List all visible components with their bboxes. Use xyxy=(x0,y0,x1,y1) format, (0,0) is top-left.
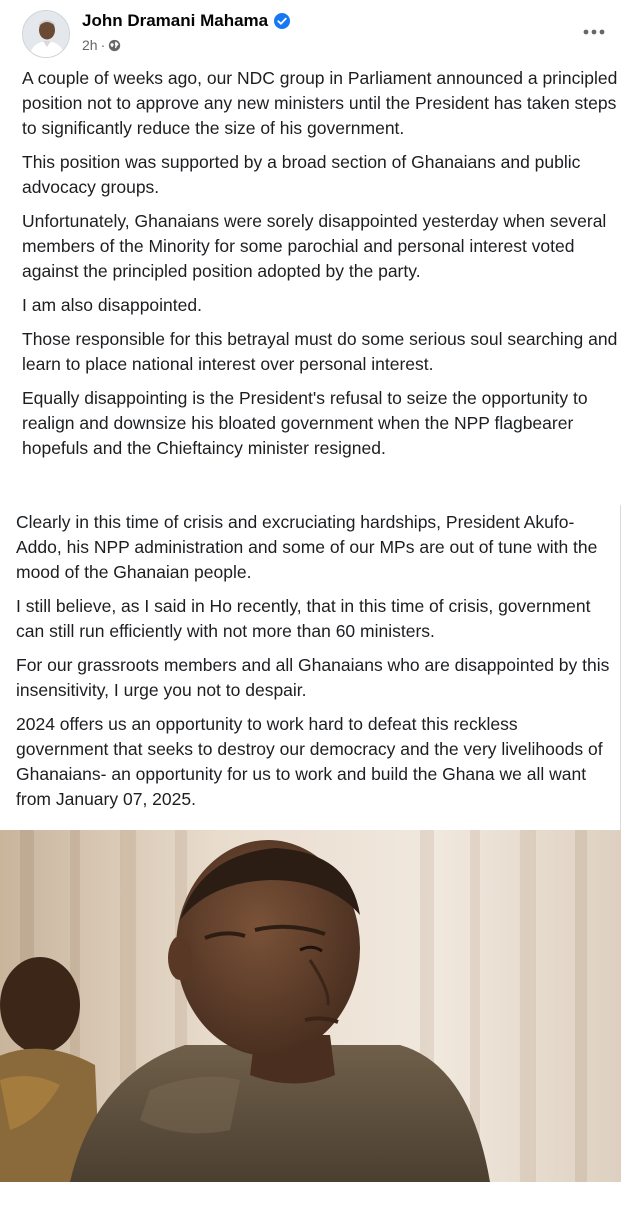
divider xyxy=(620,505,621,830)
avatar[interactable] xyxy=(22,10,70,58)
post-text-part-1 xyxy=(22,66,618,470)
more-options-button[interactable] xyxy=(576,19,612,43)
post-time[interactable]: 2h xyxy=(82,37,98,53)
author-name[interactable]: John Dramani Mahama xyxy=(82,11,269,30)
meta-separator: · xyxy=(100,37,106,53)
author-row xyxy=(82,11,290,31)
verified-badge-icon xyxy=(274,13,290,29)
paragraph: Equally disappointing is the President's refusal to seize the opportunity to realign and downsize his bloated government when the NPP flagbearer hopefuls and the Chieftaincy minister resigned. xyxy=(22,388,588,458)
paragraph: 2024 offers us an opportunity to work hard to defeat this reckless government that seeks to destroy our democracy and the very livelihoods of Ghanaians- an opportunity for us to work and build the Ghana we all want from January 07, 2025. xyxy=(16,714,603,809)
paragraph: Unfortunately, Ghanaians were sorely disappointed yesterday when several members of the Minority for some parochial and personal interest voted against the principled position adopted by the party. xyxy=(22,211,607,281)
paragraph: I am also disappointed. xyxy=(22,295,202,315)
globe-icon[interactable] xyxy=(108,39,121,52)
paragraph: For our grassroots members and all Ghanaians who are disappointed by this insensitivity, I urge you not to despair. xyxy=(16,655,610,700)
post-header xyxy=(22,8,612,60)
paragraph: Those responsible for this betrayal must do some serious soul searching and learn to place national interest over personal interest. xyxy=(22,329,618,374)
paragraph: Clearly in this time of crisis and excruciating hardships, President Akufo-Addo, his NPP administration and some of our MPs are out of tune with the mood of the Ghanaian people. xyxy=(16,512,598,582)
more-options-icon xyxy=(583,22,605,40)
paragraph: A couple of weeks ago, our NDC group in Parliament announced a principled position not to approve any new ministers until the President has taken steps to significantly reduce the size of his government. xyxy=(22,68,618,138)
paragraph: This position was supported by a broad section of Ghanaians and public advocacy groups. xyxy=(22,152,581,197)
post-meta xyxy=(82,37,121,53)
post-text-part-2 xyxy=(16,510,614,821)
paragraph: I still believe, as I said in Ho recently, that in this time of crisis, government can still run efficiently with not more than 60 ministers. xyxy=(16,596,591,641)
post-photo[interactable] xyxy=(0,830,621,1182)
